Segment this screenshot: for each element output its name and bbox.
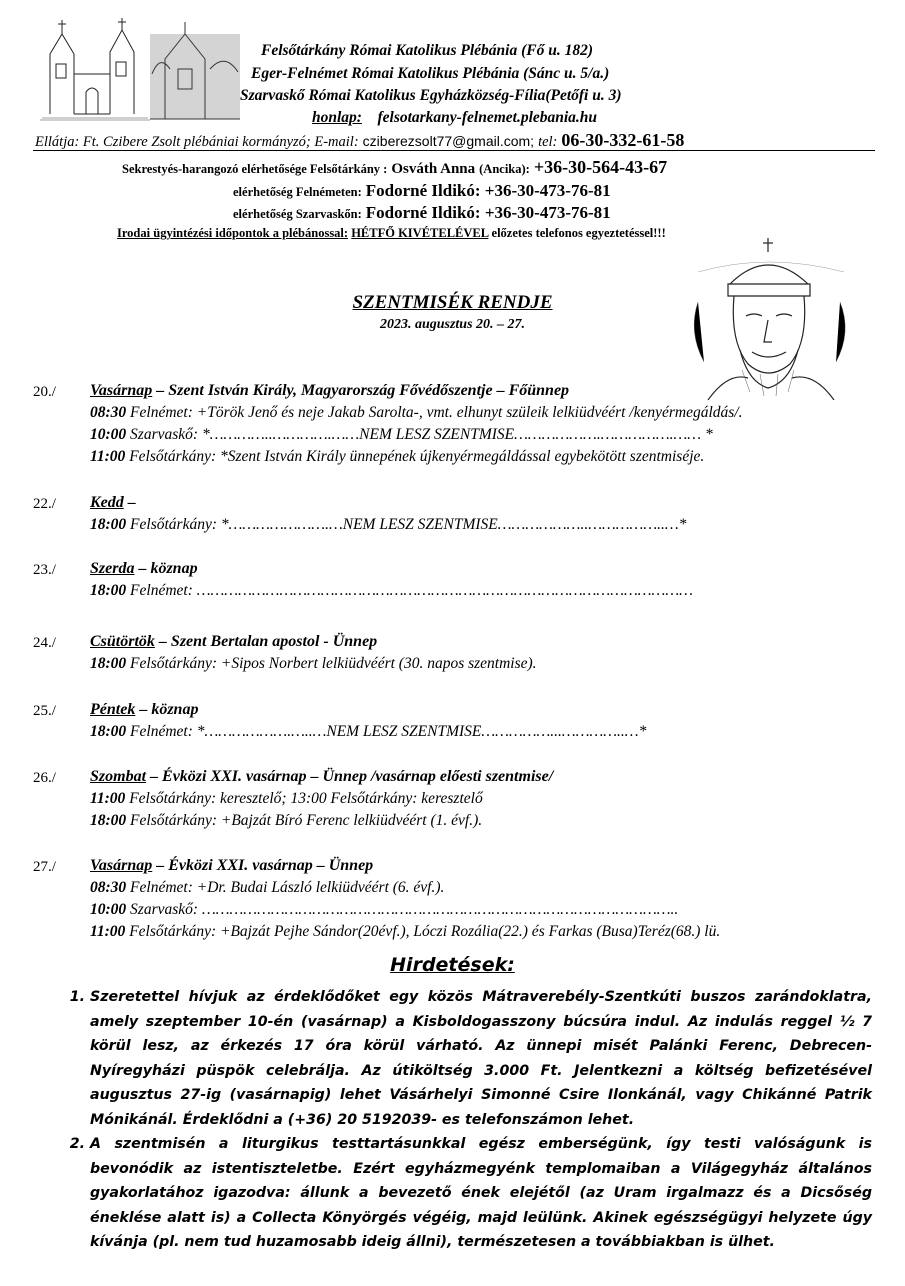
day-heading (90, 494, 136, 512)
day-name: Szerda (90, 560, 135, 577)
mass-line (90, 790, 483, 808)
mass-line (90, 879, 444, 897)
mass-intention: Felnémet: +Dr. Budai László lelkiüdvéért (6. évf.). (126, 879, 445, 896)
mass-time: 11:00 (90, 923, 126, 940)
szarvasko-contact (233, 203, 611, 223)
sacristan-label: Sekrestyés-harangozó elérhetősége Felsőtárkány : (122, 162, 388, 176)
office-hours-except: HÉTFŐ KIVÉTELÉVEL (351, 226, 489, 240)
mass-line (90, 582, 693, 600)
homepage-line (312, 109, 597, 127)
parish-line-3: Szarvaskő Római Katolikus Egyházközség-Fília(Petőfi u. 3) (240, 87, 622, 104)
day-feast: – köznap (135, 701, 199, 718)
day-feast: – köznap (134, 560, 198, 577)
office-hours-note: előzetes telefonos egyeztetéssel!!! (491, 226, 666, 240)
office-hours-label: Irodai ügyintézési időpontok a plébánossal: (117, 226, 349, 240)
mass-intention: Felsőtárkány: *Szent István Király ünnepének újkenyérmegáldással egybekötött szentmiséje. (125, 448, 705, 465)
mass-time: 18:00 (90, 516, 127, 533)
day-heading (90, 857, 373, 875)
announcement-item: 2. A szentmisén a liturgikus testtartásunkkal egész emberségünk, így testi valóságunk is bevonódik az istentiszteletbe. Ezért egyházmegyénk templomaiban a Világegyház általános gyakorlatához igazodva: állunk a bevezető ének elejétől (az Uram irgalmazz és a Dicsőség éneklése alatt is) a Collecta Könyörgés végéig, majd leülünk. Akinek egészségügyi helyzete úgy kívánja (pl. nem tud huzamosabb ideig állni), természetesen a továbbiakban is ülhet. (90, 1132, 872, 1255)
mass-intention: Felnémet: *……………….…..…NEM LESZ SZENTMISE……………...…………..…* (126, 723, 647, 740)
mass-intention: Felsőtárkány: keresztelő; 13:00 Felsőtárkány: keresztelő (125, 790, 483, 807)
mass-time: 10:00 (90, 426, 127, 443)
mass-line (90, 723, 646, 741)
day-name: Szombat (90, 768, 147, 785)
saint-stephen-portrait (668, 232, 873, 400)
felnemet-value: Fodorné Ildikó: +36-30-473-76-81 (365, 181, 611, 200)
tel-number: 06-30-332-61-58 (561, 130, 685, 150)
day-name: Vasárnap (90, 857, 153, 874)
schedule-title: SZENTMISÉK RENDJE (352, 292, 553, 313)
header-divider (33, 150, 875, 151)
sacristan-contact (122, 157, 667, 178)
day-number: 22./ (33, 496, 56, 512)
mass-intention: Felsőtárkány: *………………….…NEM LESZ SZENTMISE………………..……………..…* (126, 516, 687, 533)
mass-time: 10:00 (90, 901, 127, 918)
mass-intention: Felnémet: ……………………………………………………………………………………………… (126, 582, 693, 599)
day-number: 24./ (33, 635, 56, 651)
sacristan-phone: +36-30-564-43-67 (533, 157, 668, 177)
day-number: 23./ (33, 562, 56, 578)
mass-time: 18:00 (90, 655, 127, 672)
felnemet-contact (233, 181, 611, 201)
mass-intention: Felsőtárkány: +Bajzát Bíró Ferenc lelkiüdvéért (1. évf.). (126, 812, 483, 829)
mass-intention: Szarvaskő: ………………………………………………………………………………………….. (126, 901, 679, 918)
announcements-list (60, 985, 872, 1255)
day-feast: – Szent István Király, Magyarország Fővédőszentje – Főünnep (152, 382, 570, 399)
mass-line (90, 426, 713, 444)
mass-intention: Szarvaskő: *…………..………….……NEM LESZ SZENTMISE……………….…………….…… * (126, 426, 713, 443)
szarvasko-value: Fodorné Ildikó: +36-30-473-76-81 (365, 203, 611, 222)
church-illustration (40, 14, 245, 122)
day-feast: – (123, 494, 136, 511)
day-heading (90, 633, 377, 651)
mass-time: 11:00 (90, 790, 126, 807)
mass-line (90, 516, 686, 534)
day-feast: – Évközi XXI. vasárnap – Ünnep /vasárnap előesti szentmise/ (146, 768, 554, 785)
day-name: Péntek (90, 701, 136, 718)
felnemet-label: elérhetőség Felnémeten: (233, 185, 362, 199)
mass-time: 08:30 (90, 404, 127, 421)
day-feast: – Évközi XXI. vasárnap – Ünnep (152, 857, 374, 874)
homepage-label: honlap: (312, 109, 362, 126)
mass-intention: Felnémet: +Török Jenő és neje Jakab Sarolta-, vmt. elhunyt szüleik lelkiüdvéért /kenyérmegáldás/. (126, 404, 743, 421)
parish-line-2: Eger-Felnémet Római Katolikus Plébánia (Sánc u. 5/a.) (251, 65, 610, 82)
office-hours (117, 226, 666, 241)
tel-label: tel: (538, 134, 558, 150)
day-heading (90, 560, 198, 578)
email-link[interactable]: cziberezsolt77@gmail.com; (362, 133, 535, 149)
szarvasko-label: elérhetőség Szarvaskőn: (233, 207, 362, 221)
day-name: Kedd (90, 494, 124, 511)
sacristan-nick: (Ancika): (479, 162, 530, 176)
mass-line (90, 655, 537, 673)
homepage-link[interactable]: felsotarkany-felnemet.plebania.hu (377, 109, 598, 126)
sacristan-name: Osváth Anna (391, 161, 476, 177)
mass-line (90, 812, 482, 830)
mass-time: 08:30 (90, 879, 127, 896)
mass-time: 18:00 (90, 812, 127, 829)
mass-time: 18:00 (90, 723, 127, 740)
day-name: Csütörtök (90, 633, 155, 650)
parish-line-1: Felsőtárkány Római Katolikus Plébánia (Fő u. 182) (261, 42, 593, 59)
day-heading (90, 701, 198, 719)
day-feast: – Szent Bertalan apostol - Ünnep (154, 633, 378, 650)
day-number: 26./ (33, 770, 56, 786)
announcements-title: Hirdetések: (390, 954, 515, 976)
day-number: 20./ (33, 384, 56, 400)
mass-time: 11:00 (90, 448, 126, 465)
mass-intention: Felsőtárkány: +Bajzát Pejhe Sándor(20évf.), Lóczi Rozália(22.) és Farkas (Busa)Teréz(68.) lü. (125, 923, 721, 940)
day-heading (90, 382, 569, 400)
mass-line (90, 901, 678, 919)
announcement-item: 1. Szeretettel hívjuk az érdeklődőket egy közös Mátraverebély-Szentkúti buszos zarándoklatra, amely szeptember 10-én (vasárnap) a Kisboldogasszony búcsúra indul. Az indulás reggel ½ 7 körül lesz, az érkezés 17 óra körül várható. Az ünnepi misét Palánki Ferenc, Debrecen-Nyíregyházi püspök celebrálja. Az útiköltség 3.000 Ft. Jelentkezni a költség befizetésével augusztus 27-ig (vasárnapig) lehet Vásárhelyi Simonné Csire Ilonkánál, vagy Chikánné Patrik Mónikánál. Érdeklődni a (+36) 20 5192039- es telefonszámon lehet. (90, 985, 872, 1132)
mass-line (90, 404, 743, 422)
mass-intention: Felsőtárkány: +Sipos Norbert lelkiüdvéért (30. napos szentmise). (126, 655, 537, 672)
day-number: 25./ (33, 703, 56, 719)
day-name: Vasárnap (90, 382, 153, 399)
administrator-line (35, 130, 684, 151)
mass-time: 18:00 (90, 582, 127, 599)
administrator-text: Ellátja: Ft. Czibere Zsolt plébániai kormányzó; E-mail: (35, 134, 359, 150)
day-number: 27./ (33, 859, 56, 875)
day-heading (90, 768, 553, 786)
mass-line (90, 923, 720, 941)
schedule-dates: 2023. augusztus 20. – 27. (379, 317, 526, 332)
mass-line (90, 448, 704, 466)
